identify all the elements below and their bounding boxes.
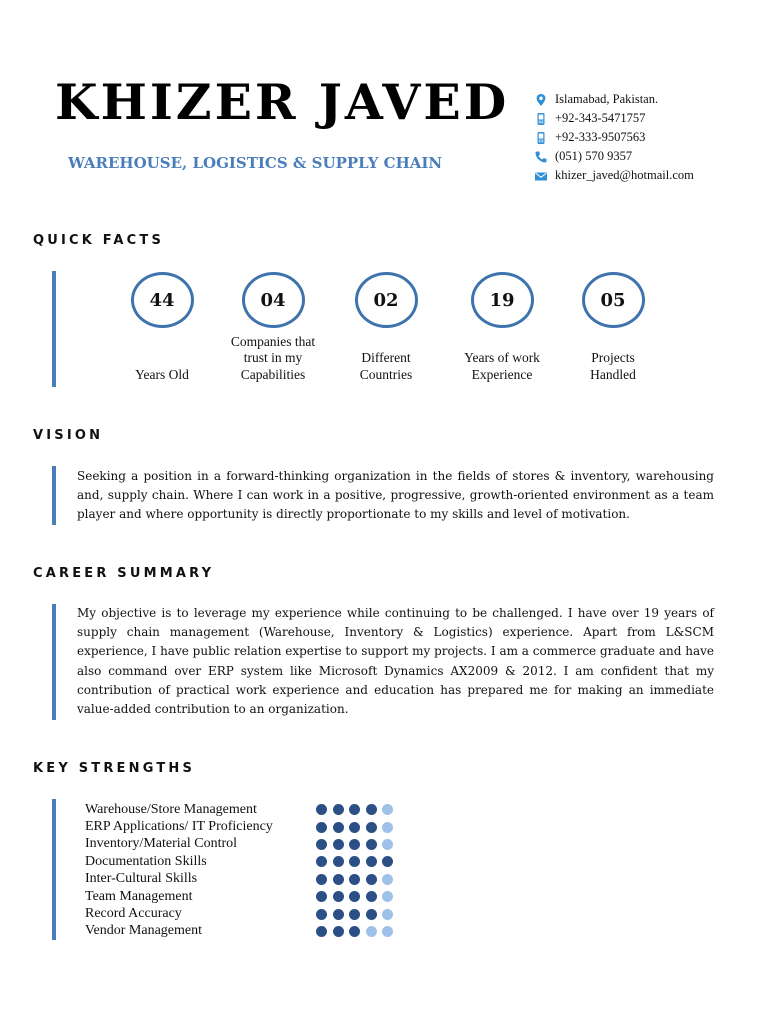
rating-dot-filled <box>366 804 377 815</box>
rating-dot-filled <box>316 909 327 920</box>
strength-label: Vendor Management <box>85 923 203 939</box>
fact-label: Companies that trust in my Capabilities <box>230 333 316 382</box>
strength-rating <box>316 822 399 833</box>
rating-dot-filled <box>349 909 360 920</box>
key-strengths-accent-bar <box>52 799 56 940</box>
fact-value-circle: 19 <box>471 272 534 328</box>
fact-label: Years of work Experience <box>464 350 540 382</box>
mobile-phone-icon <box>534 112 548 126</box>
fact-value-circle: 44 <box>131 272 194 328</box>
strength-rating <box>316 891 399 902</box>
strength-label: Warehouse/Store Management <box>85 801 257 817</box>
rating-dot-filled <box>333 891 344 902</box>
fact-value-circle: 04 <box>242 272 305 328</box>
rating-dot-empty <box>382 891 393 902</box>
rating-dot-filled <box>349 804 360 815</box>
rating-dot-filled <box>349 926 360 937</box>
candidate-name: KHIZER JAVED <box>55 73 510 131</box>
strength-label: ERP Applications/ IT Proficiency <box>85 819 273 835</box>
rating-dot-filled <box>316 839 327 850</box>
rating-dot-filled <box>382 856 393 867</box>
key-strengths-list <box>85 801 399 940</box>
strength-row <box>85 853 399 870</box>
rating-dot-empty <box>382 804 393 815</box>
rating-dot-filled <box>366 891 377 902</box>
fact-value-circle: 05 <box>582 272 645 328</box>
strength-label: Inventory/Material Control <box>85 836 238 852</box>
rating-dot-filled <box>349 874 360 885</box>
contact-email <box>534 166 694 185</box>
strength-rating <box>316 804 399 815</box>
rating-dot-filled <box>366 839 377 850</box>
vision-heading: VISION <box>33 428 104 443</box>
rating-dot-empty <box>382 822 393 833</box>
rating-dot-filled <box>366 856 377 867</box>
contact-info <box>534 90 694 185</box>
contact-location-text: Islamabad, Pakistan. <box>555 92 659 106</box>
rating-dot-empty <box>382 839 393 850</box>
strength-row <box>85 836 399 853</box>
strength-row <box>85 888 399 905</box>
strength-rating <box>316 926 399 937</box>
strength-rating <box>316 874 399 885</box>
vision-text: Seeking a position in a forward-thinking organization in the fields of stores & inventory, warehousing and, supply chain. Where I can work in a positive, progressive, growth-oriented environment as a team player and where opportunity is directly proportionate to my skills and level of motivation. <box>77 469 714 522</box>
strength-row <box>85 923 399 940</box>
envelope-icon <box>534 169 548 183</box>
rating-dot-filled <box>366 822 377 833</box>
key-strengths-heading: KEY STRENGTHS <box>33 761 196 776</box>
contact-mobile-2-text: +92-333-9507563 <box>555 130 646 144</box>
strength-label: Inter-Cultural Skills <box>85 871 198 887</box>
rating-dot-filled <box>333 839 344 850</box>
fact-value-circle: 02 <box>355 272 418 328</box>
telephone-icon <box>534 150 548 164</box>
location-pin-icon <box>534 93 548 107</box>
quick-facts-accent-bar <box>52 271 56 387</box>
mobile-phone-icon <box>534 131 548 145</box>
strength-rating <box>316 839 399 850</box>
strength-label: Team Management <box>85 888 193 904</box>
contact-email-text: khizer_javed@hotmail.com <box>555 168 694 182</box>
rating-dot-empty <box>382 909 393 920</box>
strength-label: Documentation Skills <box>85 853 207 869</box>
rating-dot-filled <box>333 874 344 885</box>
rating-dot-empty <box>366 926 377 937</box>
career-summary-heading: CAREER SUMMARY <box>33 566 215 581</box>
strength-row <box>85 871 399 888</box>
career-summary-text: My objective is to leverage my experience while continuing to be challenged. I have over 19 years of supply chain management (Warehouse, Inventory & Logistics) experience. Apart from L&SCM experience, I have public relation expertise to support my projects. I am a commerce graduate and have also command over ERP system like Microsoft Dynamics AX2009 & 2012. I am confident that my contribution of practical work experience and education has prepared me for making an immediate value-added contribution to an organization. <box>77 606 714 717</box>
contact-mobile-1-text: +92-343-5471757 <box>555 111 646 125</box>
fact-label: Different Countries <box>359 350 413 382</box>
job-title: WAREHOUSE, LOGISTICS & SUPPLY CHAIN <box>68 154 443 172</box>
rating-dot-filled <box>316 856 327 867</box>
contact-mobile-1 <box>534 109 694 128</box>
rating-dot-filled <box>349 822 360 833</box>
rating-dot-filled <box>349 891 360 902</box>
career-summary-accent-bar <box>52 604 56 720</box>
contact-mobile-2 <box>534 128 694 147</box>
rating-dot-filled <box>349 856 360 867</box>
rating-dot-filled <box>349 839 360 850</box>
quick-facts-heading: QUICK FACTS <box>33 233 165 248</box>
strength-label: Record Accuracy <box>85 906 182 922</box>
rating-dot-filled <box>333 926 344 937</box>
fact-label: Years Old <box>135 366 189 382</box>
rating-dot-filled <box>333 856 344 867</box>
rating-dot-filled <box>366 909 377 920</box>
fact-projects <box>543 272 683 383</box>
strength-row <box>85 801 399 818</box>
strength-rating <box>316 909 399 920</box>
rating-dot-filled <box>316 874 327 885</box>
strength-rating <box>316 856 399 867</box>
rating-dot-filled <box>316 926 327 937</box>
strength-row <box>85 818 399 835</box>
contact-landline-text: (051) 570 9357 <box>555 149 633 163</box>
contact-landline <box>534 147 694 166</box>
rating-dot-empty <box>382 926 393 937</box>
rating-dot-filled <box>316 822 327 833</box>
rating-dot-filled <box>366 874 377 885</box>
rating-dot-empty <box>382 874 393 885</box>
fact-label: Projects Handled <box>590 350 636 382</box>
rating-dot-filled <box>333 804 344 815</box>
rating-dot-filled <box>333 909 344 920</box>
vision-accent-bar <box>52 466 56 525</box>
rating-dot-filled <box>333 822 344 833</box>
rating-dot-filled <box>316 804 327 815</box>
rating-dot-filled <box>316 891 327 902</box>
contact-location <box>534 90 694 109</box>
strength-row <box>85 905 399 922</box>
